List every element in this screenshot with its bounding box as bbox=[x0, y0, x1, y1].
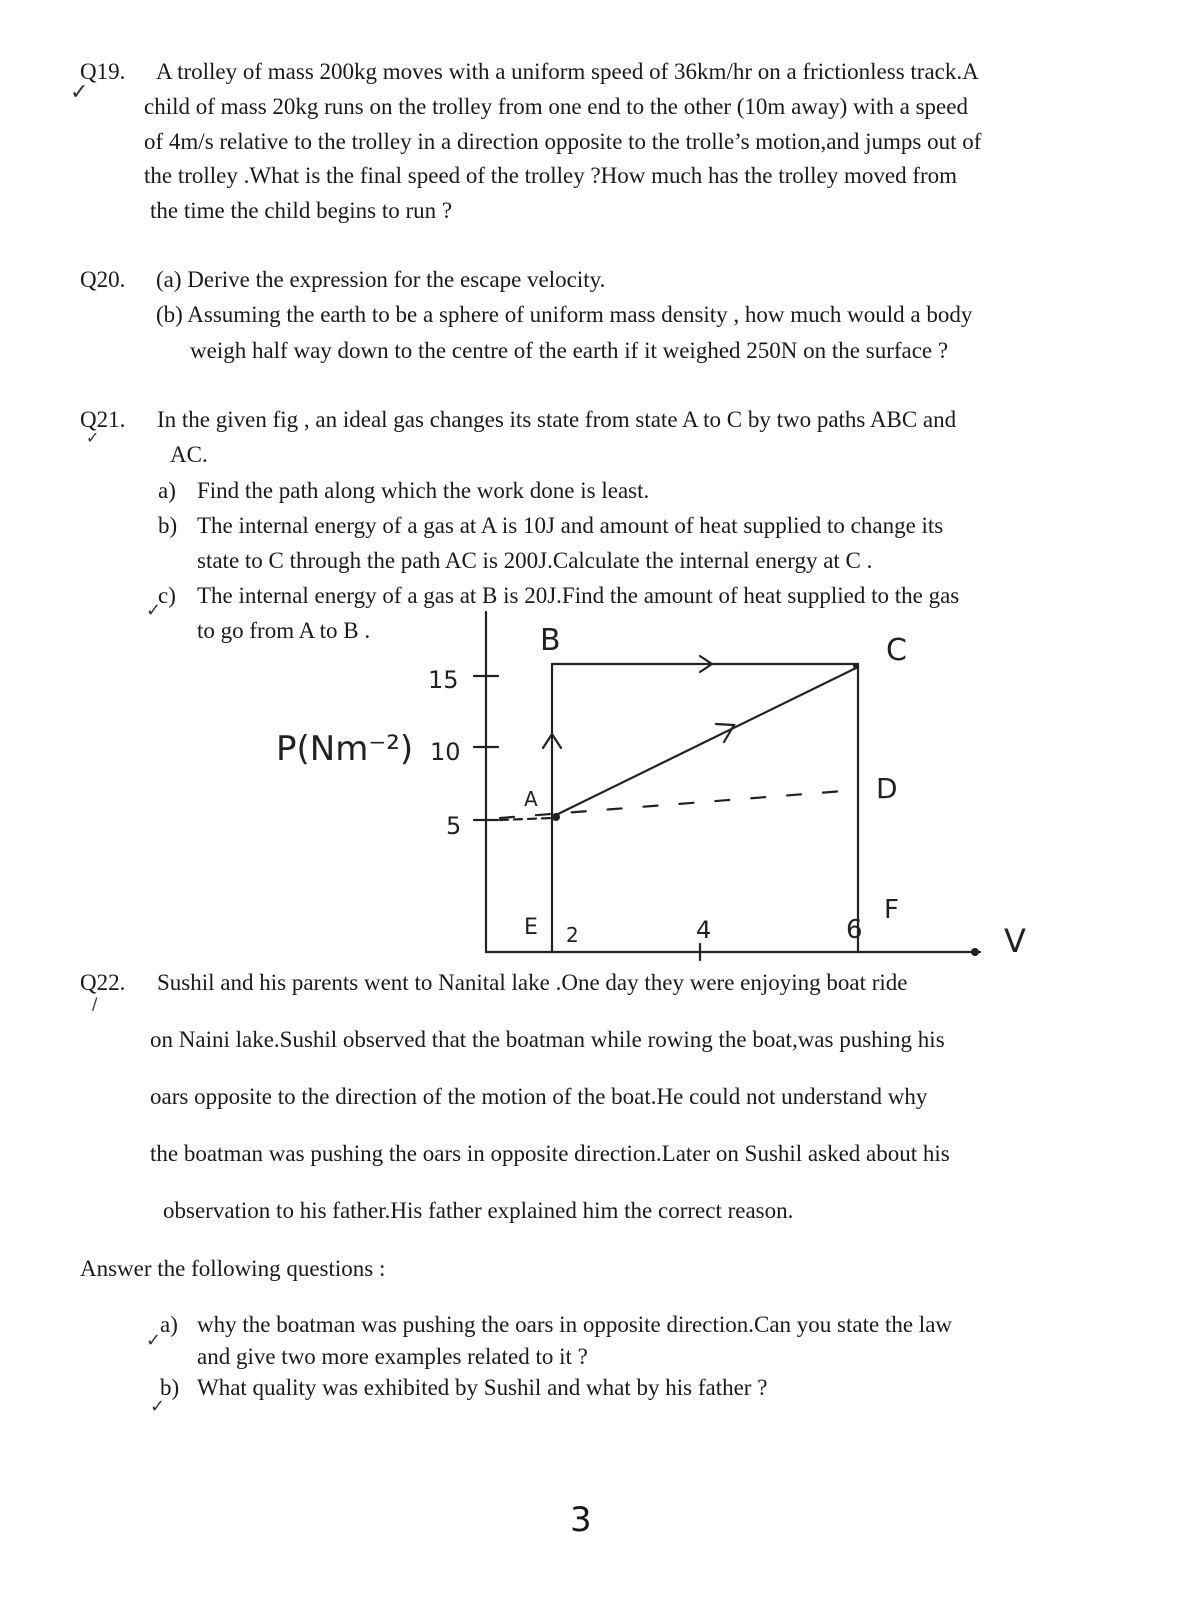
q19-line-1: A trolley of mass 200kg moves with a uniform speed of 36km/hr on a frictionless track.A bbox=[156, 59, 979, 84]
page-number: 3 bbox=[570, 1500, 592, 1540]
axis-label-x: V bbox=[1004, 922, 1026, 960]
q21-part-a: Find the path along which the work done is least. bbox=[197, 478, 650, 503]
label-e: E bbox=[524, 915, 538, 940]
point-x-end bbox=[971, 948, 979, 956]
x-tick-4: 4 bbox=[696, 916, 712, 944]
q21-a-label: a) bbox=[158, 478, 176, 503]
axis-label-y: P(Nm⁻²) bbox=[276, 729, 414, 769]
q21-intro-line-2: AC. bbox=[170, 442, 208, 467]
q19-line-5: the time the child begins to run ? bbox=[150, 198, 453, 223]
y-tick-5: 5 bbox=[446, 812, 462, 840]
y-tick-15: 15 bbox=[428, 666, 459, 694]
check-mark-icon: / bbox=[92, 994, 98, 1013]
check-mark-icon: ✓ bbox=[86, 428, 100, 447]
point-a bbox=[552, 813, 560, 821]
q22-a-label: a) bbox=[160, 1312, 178, 1337]
y-tick-10: 10 bbox=[430, 738, 461, 766]
q22-part-b: What quality was exhibited by Sushil and what by his father ? bbox=[197, 1375, 768, 1400]
line-a-c bbox=[556, 668, 856, 815]
q19-line-2: child of mass 20kg runs on the trolley from one end to the other (10m away) with a speed bbox=[144, 94, 968, 119]
q21-number: Q21. bbox=[80, 407, 126, 432]
x-tick-6: 6 bbox=[846, 915, 863, 945]
q22-line-3: oars opposite to the direction of the motion of the boat.He could not understand why bbox=[150, 1084, 928, 1109]
answer-intro: Answer the following questions : bbox=[80, 1256, 386, 1281]
dashed-a-d bbox=[500, 790, 856, 818]
q21-b-label: b) bbox=[158, 513, 178, 538]
q19-line-3: of 4m/s relative to the trolley in a direction opposite to the trolle’s motion,and jumps out of bbox=[144, 129, 982, 154]
label-c: C bbox=[886, 633, 907, 668]
q21-part-b-line-1: The internal energy of a gas at A is 10J and amount of heat supplied to change its bbox=[197, 513, 944, 538]
q19-line-4: the trolley .What is the final speed of the trolley ?How much has the trolley moved from bbox=[144, 163, 958, 188]
point-c bbox=[853, 663, 859, 669]
q21-part-c-line-2: to go from A to B . bbox=[197, 618, 371, 643]
q20-part-b-line-2: weigh half way down to the centre of the earth if it weighed 250N on the surface ? bbox=[190, 338, 949, 363]
q22-line-2: on Naini lake.Sushil observed that the boatman while rowing the boat,was pushing his bbox=[150, 1027, 945, 1052]
q22-line-5: observation to his father.His father explained him the correct reason. bbox=[163, 1198, 794, 1223]
q22-line-4: the boatman was pushing the oars in opposite direction.Later on Sushil asked about his bbox=[150, 1141, 950, 1166]
q21-c-label: c) bbox=[158, 583, 176, 608]
q22-part-a-line-2: and give two more examples related to it ? bbox=[197, 1344, 588, 1369]
q22-number: Q22. bbox=[80, 970, 126, 995]
label-a: A bbox=[524, 787, 538, 811]
q22-b-label: b) bbox=[160, 1375, 180, 1400]
label-b: B bbox=[540, 623, 561, 658]
q21-part-b-line-2: state to C through the path AC is 200J.Calculate the internal energy at C . bbox=[197, 548, 873, 573]
x-tick-2: 2 bbox=[566, 923, 579, 947]
q22-line-1: Sushil and his parents went to Nanital lake .One day they were enjoying boat ride bbox=[157, 970, 908, 995]
check-mark-icon: ✓ bbox=[146, 1330, 162, 1351]
check-mark-icon: ✓ bbox=[146, 600, 162, 621]
q19-number: Q19. bbox=[80, 59, 126, 84]
q22-part-a-line-1: why the boatman was pushing the oars in opposite direction.Can you state the law bbox=[197, 1312, 953, 1337]
check-mark-icon: ✓ bbox=[150, 1396, 166, 1417]
q20-part-a: (a) Derive the expression for the escape velocity. bbox=[156, 267, 606, 292]
q21-intro-line-1: In the given fig , an ideal gas changes its state from state A to C by two paths ABC and bbox=[157, 407, 957, 432]
label-d: D bbox=[876, 772, 898, 805]
q20-part-b-line-1: (b) Assuming the earth to be a sphere of uniform mass density , how much would a body bbox=[156, 302, 973, 327]
q20-number: Q20. bbox=[80, 267, 126, 292]
label-f: F bbox=[884, 895, 899, 925]
check-mark-icon: ✓ bbox=[70, 80, 89, 105]
q21-part-c-line-1: The internal energy of a gas at B is 20J.Find the amount of heat supplied to the gas bbox=[197, 583, 960, 608]
